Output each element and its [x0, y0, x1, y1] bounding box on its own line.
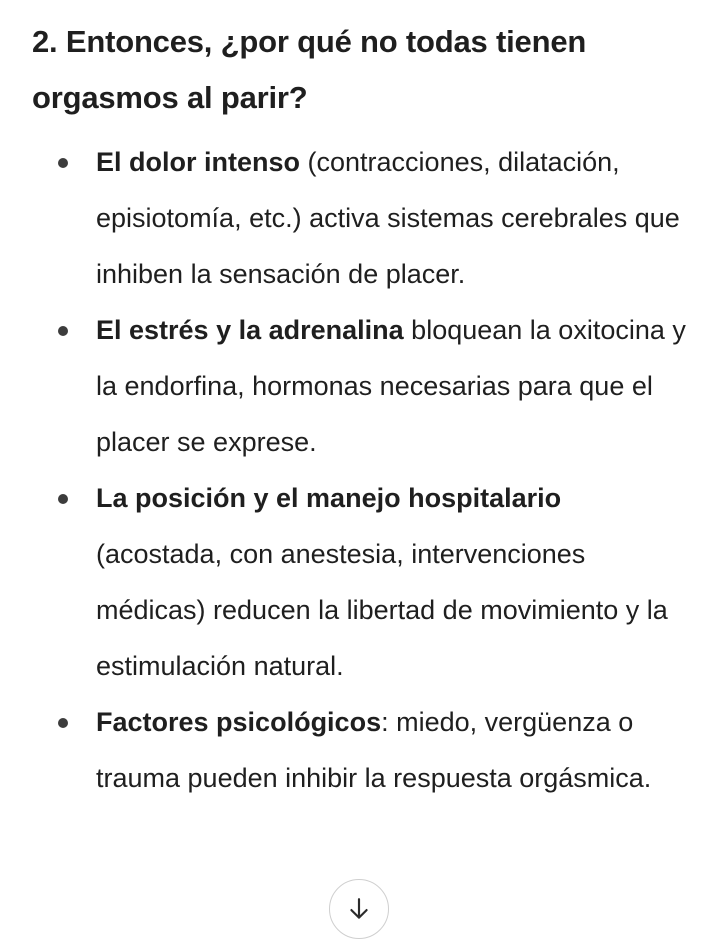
- section-heading: 2. Entonces, ¿por qué no todas tienen orgasmos al parir?: [32, 24, 587, 115]
- bullet-text: : miedo, vergüenza o trauma pueden inhibir la respuesta orgásmica.: [96, 707, 652, 793]
- list-item: [32, 694, 692, 806]
- message-content: [32, 14, 692, 806]
- list-item: [32, 302, 692, 470]
- bullet-dot-icon: [58, 494, 68, 504]
- list-item: [32, 134, 692, 302]
- bullet-dot-icon: [58, 326, 68, 336]
- arrow-down-icon: [346, 896, 372, 922]
- bullet-heading: Factores psicológicos: [96, 707, 382, 737]
- bullet-text: (acostada, con anestesia, intervenciones médicas) reducen la libertad de movimiento y la estimulación natural.: [96, 539, 668, 681]
- list-item: [32, 470, 692, 694]
- bullet-text: (contracciones, dilatación, episiotomía, etc.) activa sistemas cerebrales que inhiben la sensación de placer.: [96, 147, 680, 289]
- bullet-heading: La posición y el manejo hospitalario: [96, 483, 562, 513]
- bullet-heading: El estrés y la adrenalina: [96, 315, 404, 345]
- bullet-dot-icon: [58, 718, 68, 728]
- bullet-heading: El dolor intenso: [96, 147, 301, 177]
- scroll-to-bottom-button[interactable]: [329, 879, 389, 939]
- bullet-dot-icon: [58, 158, 68, 168]
- bullet-text: bloquean la oxitocina y la endorfina, hormonas necesarias para que el placer se exprese.: [96, 315, 686, 457]
- bullet-list: [32, 134, 692, 806]
